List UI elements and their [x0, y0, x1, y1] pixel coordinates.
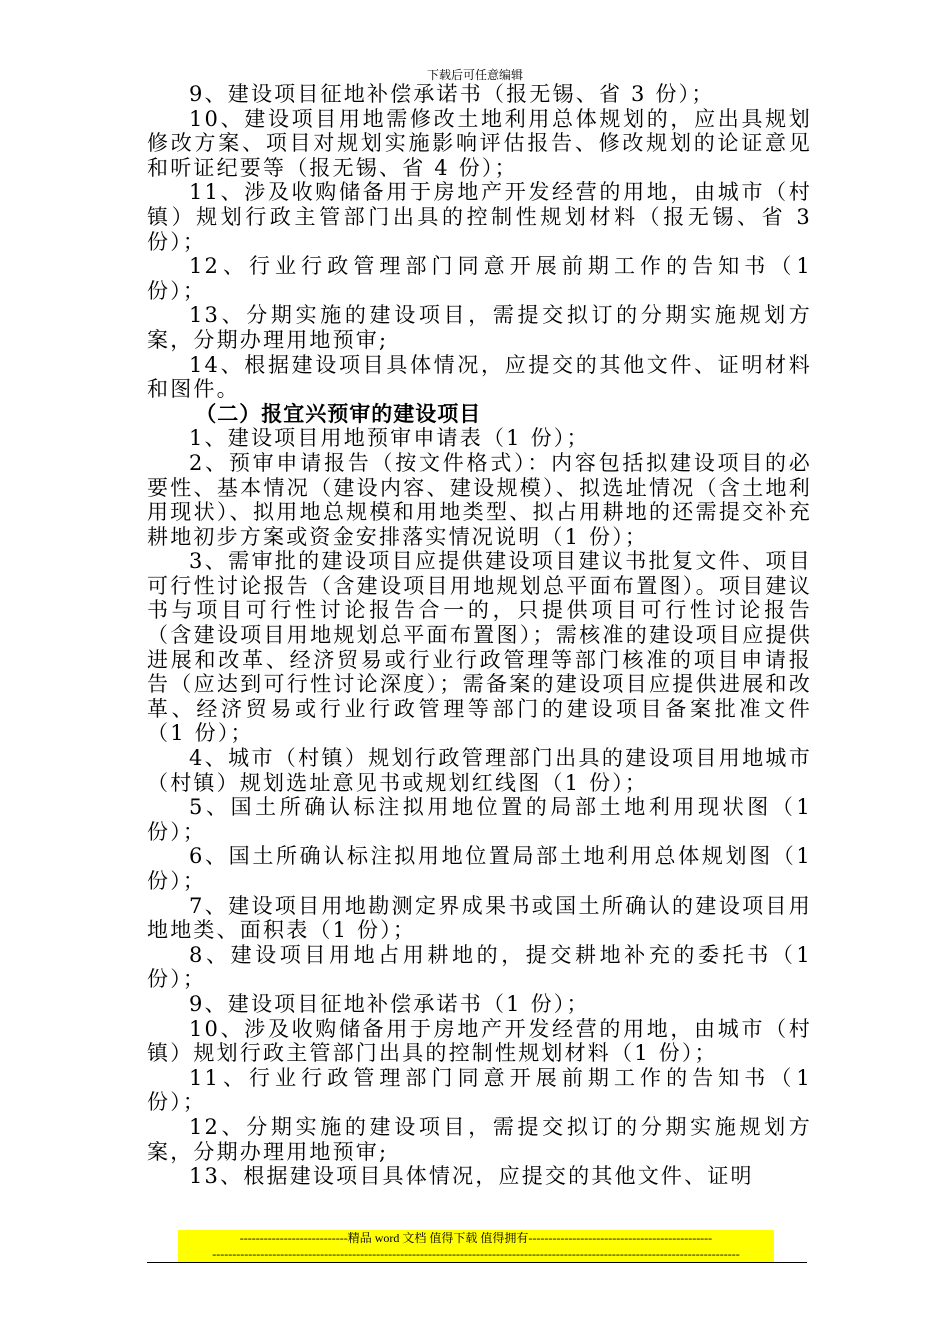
paragraph-14: 14、根据建设项目具体情况，应提交的其他文件、证明材料和图件。 [147, 352, 812, 402]
page-header: 下载后可任意编辑 [426, 68, 523, 82]
paragraph-9: 9、建设项目征地补偿承诺书（报无锡、省 3 份）； [189, 82, 715, 106]
paragraph-yixing-1: 1、建设项目用地预审申请表（1 份）； [189, 426, 590, 451]
footer-divider [147, 1262, 807, 1263]
paragraph-yixing-3: 3、需审批的建设项目应提供建设项目建议书批复文件、项目可行性讨论报告（含建设项目用地规划总平面布置图）。项目建议书与项目可行性讨论报告合一的，只提供项目可行性讨论报告（含建设项目用地规划总平面布置图）；需核准的建设项目应提供进展和改革、经济贸易或行业行政管理等部门核准的项目申请报告（应达到可行性讨论深度）；需备案的建设项目应提供进展和改革、经济贸易或行业行政管理等部门的建设项目备案批准文件（1 份）； [147, 549, 812, 746]
paragraph-yixing-9: 9、建设项目征地补偿承诺书（1 份）； [189, 991, 590, 1016]
paragraph-yixing-13: 13、根据建设项目具体情况，应提交的其他文件、证明 [189, 1164, 754, 1189]
paragraph-yixing-5: 5、国土所确认标注拟用地位置的局部土地利用现状图（1 份）； [147, 795, 812, 844]
footer-dashes-text: ------------------------------------------------------------------------------------------------------------------------------------ [212, 1247, 740, 1261]
paragraph-13: 13、分期实施的建设项目，需提交拟订的分期实施规划方案，分期办理用地预审; [147, 303, 812, 352]
document-body [147, 82, 812, 1189]
paragraph-yixing-6: 6、国土所确认标注拟用地位置局部土地利用总体规划图（1 份）； [147, 844, 812, 893]
paragraph-yixing-4: 4、城市（村镇）规划行政管理部门出具的建设项目用地城市（村镇）规划选址意见书或规划红线图（1 份）； [147, 746, 812, 795]
paragraph-yixing-8: 8、建设项目用地占用耕地的，提交耕地补充的委托书（1 份）； [147, 942, 812, 992]
paragraph-yixing-7: 7、建设项目用地勘测定界成果书或国土所确认的建设项目用地地类、面积表（1 份）； [147, 893, 812, 943]
footer-dashes [178, 1246, 774, 1262]
paragraph-11: 11、涉及收购储备用于房地产开发经营的用地，由城市（村镇）规划行政主管部门出具的控制性规划材料（报无锡、省 3 份）； [147, 180, 812, 254]
paragraph-10: 10、建设项目用地需修改土地利用总体规划的，应出具规划修改方案、项目对规划实施影响评估报告、修改规划的论证意见和听证纪要等（报无锡、省 4 份）； [147, 106, 812, 180]
section-heading: （二）报宜兴预审的建设项目 [195, 400, 482, 426]
paragraph-yixing-2: 2、预审申请报告（按文件格式）：内容包括拟建设项目的必要性、基本情况（建设内容、建设规模）、拟选址情况（含土地利用现状）、拟用地总规模和用地类型、拟占用耕地的还需提交补充耕地初步方案或资金安排落实情况说明（1 份）； [147, 450, 812, 549]
paragraph-yixing-12: 12、分期实施的建设项目，需提交拟订的分期实施规划方案，分期办理用地预审; [147, 1114, 812, 1164]
footer-banner [178, 1230, 774, 1246]
paragraph-12: 12、行业行政管理部门同意开展前期工作的告知书（1 份）； [147, 254, 812, 303]
footer-banner-text: ---------------------------精品 word 文档 值得下载 值得拥有---------------------------------------------- [239, 1231, 713, 1245]
paragraph-yixing-10: 10、涉及收购储备用于房地产开发经营的用地，由城市（村镇）规划行政主管部门出具的控制性规划材料（1 份）； [147, 1016, 812, 1066]
paragraph-yixing-11: 11、行业行政管理部门同意开展前期工作的告知书（1 份）； [147, 1065, 812, 1115]
